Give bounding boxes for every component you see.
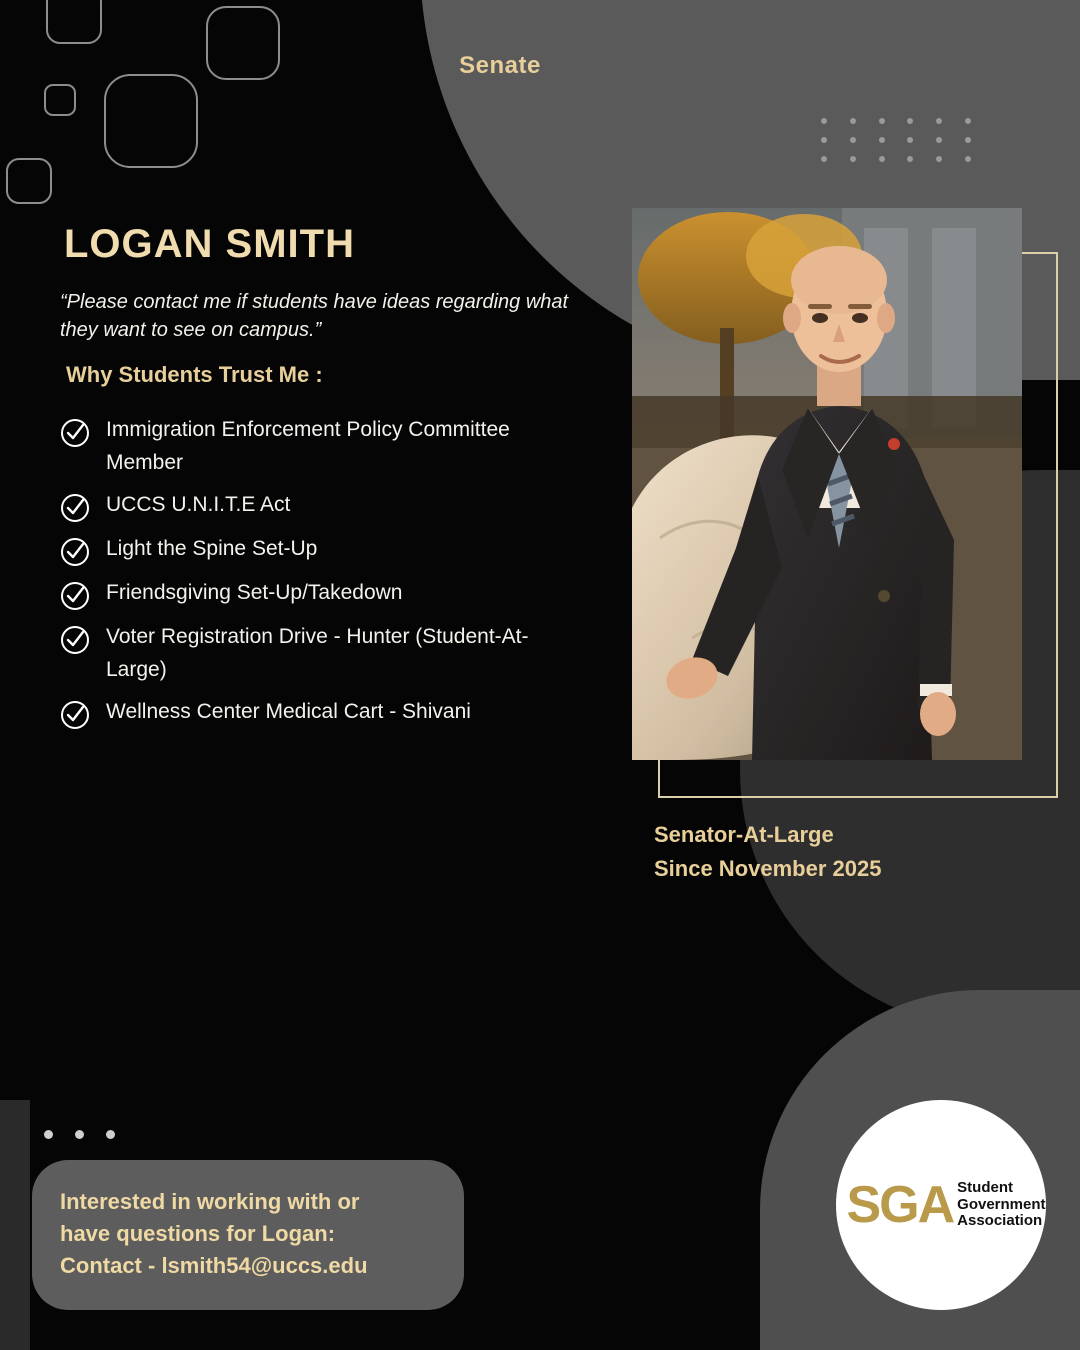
list-item-label: Wellness Center Medical Cart - Shivani <box>106 700 471 724</box>
role-title <box>654 818 881 886</box>
check-circle-icon <box>60 418 90 448</box>
list-item-label: UCCS U.N.I.T.E Act <box>106 493 291 517</box>
role-line-1: Senator-At-Large <box>654 822 834 847</box>
list-item-label: Voter Registration Drive - Hunter (Student-At-Large) <box>106 625 529 681</box>
rounded-square-decoration-5 <box>6 158 52 204</box>
list-item <box>60 621 620 686</box>
rounded-square-decoration-1 <box>46 0 102 44</box>
list-item <box>60 696 620 730</box>
avatar <box>632 208 1022 760</box>
check-circle-icon <box>60 493 90 523</box>
list-item <box>60 489 620 523</box>
dot-row-decoration <box>44 1130 115 1139</box>
page-title: LOGAN SMITH <box>64 222 355 266</box>
contact-card <box>32 1160 464 1310</box>
check-circle-icon <box>60 537 90 567</box>
list-item <box>60 533 620 567</box>
sga-logo-word-3: Association <box>957 1212 1043 1230</box>
list-item-label: Friendsgiving Set-Up/Takedown <box>106 581 403 605</box>
trust-heading: Why Students Trust Me : <box>66 362 323 387</box>
list-item-label: Light the Spine Set-Up <box>106 537 318 561</box>
sga-logo-mark: SGA <box>846 1176 954 1234</box>
dot-grid-decoration <box>810 112 982 168</box>
rounded-square-decoration-4 <box>104 74 198 168</box>
contact-email[interactable]: Contact - lsmith54@uccs.edu <box>60 1252 368 1278</box>
sga-logo <box>836 1100 1046 1310</box>
profile-quote: “Please contact me if students have ideas regarding what they want to see on campus.” <box>60 291 569 341</box>
check-circle-icon <box>60 625 90 655</box>
rounded-square-decoration-3 <box>44 84 76 116</box>
contact-line-1: Interested in working with or <box>60 1189 360 1214</box>
accomplishments-list <box>60 414 620 740</box>
senate-label: Senate <box>459 52 541 79</box>
sga-logo-word-2: Government <box>957 1195 1046 1213</box>
check-circle-icon <box>60 700 90 730</box>
list-item <box>60 577 620 611</box>
contact-line-2: have questions for Logan: <box>60 1220 336 1246</box>
sga-logo-words <box>957 1180 1045 1230</box>
bottom-left-background-strip <box>0 1100 30 1350</box>
check-circle-icon <box>60 581 90 611</box>
sga-logo-word-1: Student <box>957 1179 1013 1197</box>
list-item-label: Immigration Enforcement Policy Committee Member <box>106 418 510 474</box>
role-line-2: Since November 2025 <box>654 856 882 882</box>
list-item <box>60 414 620 479</box>
